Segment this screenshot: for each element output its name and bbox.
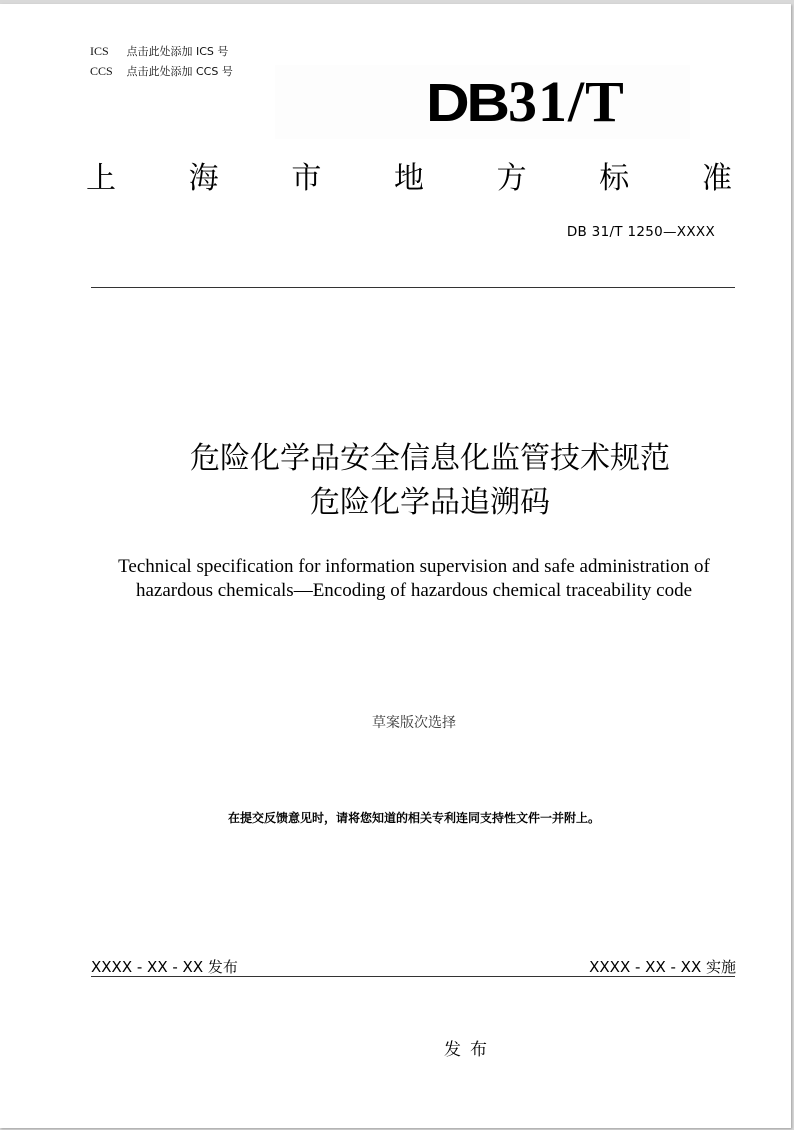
standard-mark-suffix: 31/T <box>508 69 625 134</box>
standard-type-char: 准 <box>701 161 732 196</box>
implement-date[interactable]: XXXX - XX - XX 实施 <box>589 958 736 976</box>
issuer-label: 发布 <box>444 1040 496 1060</box>
standard-type-char: 海 <box>188 161 219 196</box>
en-title-line1: Technical specification for information supervision and safe administration of <box>118 556 710 577</box>
standard-type-char: 标 <box>599 161 630 196</box>
ccs-placeholder[interactable]: 点击此处添加 CCS 号 <box>126 65 233 78</box>
standard-type-title <box>86 159 732 199</box>
draft-version-selector[interactable]: 草案版次选择 <box>372 715 456 731</box>
document-page <box>0 4 791 1128</box>
standard-type-char: 地 <box>393 161 424 196</box>
top-divider <box>91 287 735 288</box>
release-date[interactable]: XXXX - XX - XX 发布 <box>91 958 238 976</box>
ics-placeholder[interactable]: 点击此处添加 ICS 号 <box>126 45 229 58</box>
standard-type-char: 上 <box>86 161 116 196</box>
en-title-line2: hazardous chemicals—Encoding of hazardous chemical traceability code <box>135 580 693 601</box>
patent-notice: 在提交反馈意见时，请将您知道的相关专利连同支持性文件一并附上。 <box>227 811 600 825</box>
ics-line[interactable] <box>90 42 228 61</box>
standard-mark <box>426 69 625 134</box>
standard-type-char: 市 <box>291 161 322 196</box>
bottom-divider <box>91 976 735 977</box>
cn-title-line2: 危险化学品追溯码 <box>310 485 550 520</box>
standard-mark-prefix: DB <box>426 73 507 133</box>
ccs-line[interactable] <box>90 62 233 81</box>
standard-number: DB 31/T 1250—XXXX <box>566 224 715 240</box>
ccs-label: CCS <box>90 64 113 78</box>
cn-title-line1: 危险化学品安全信息化监管技术规范 <box>190 441 670 476</box>
ics-label: ICS <box>90 44 109 58</box>
standard-type-char: 方 <box>496 161 527 196</box>
